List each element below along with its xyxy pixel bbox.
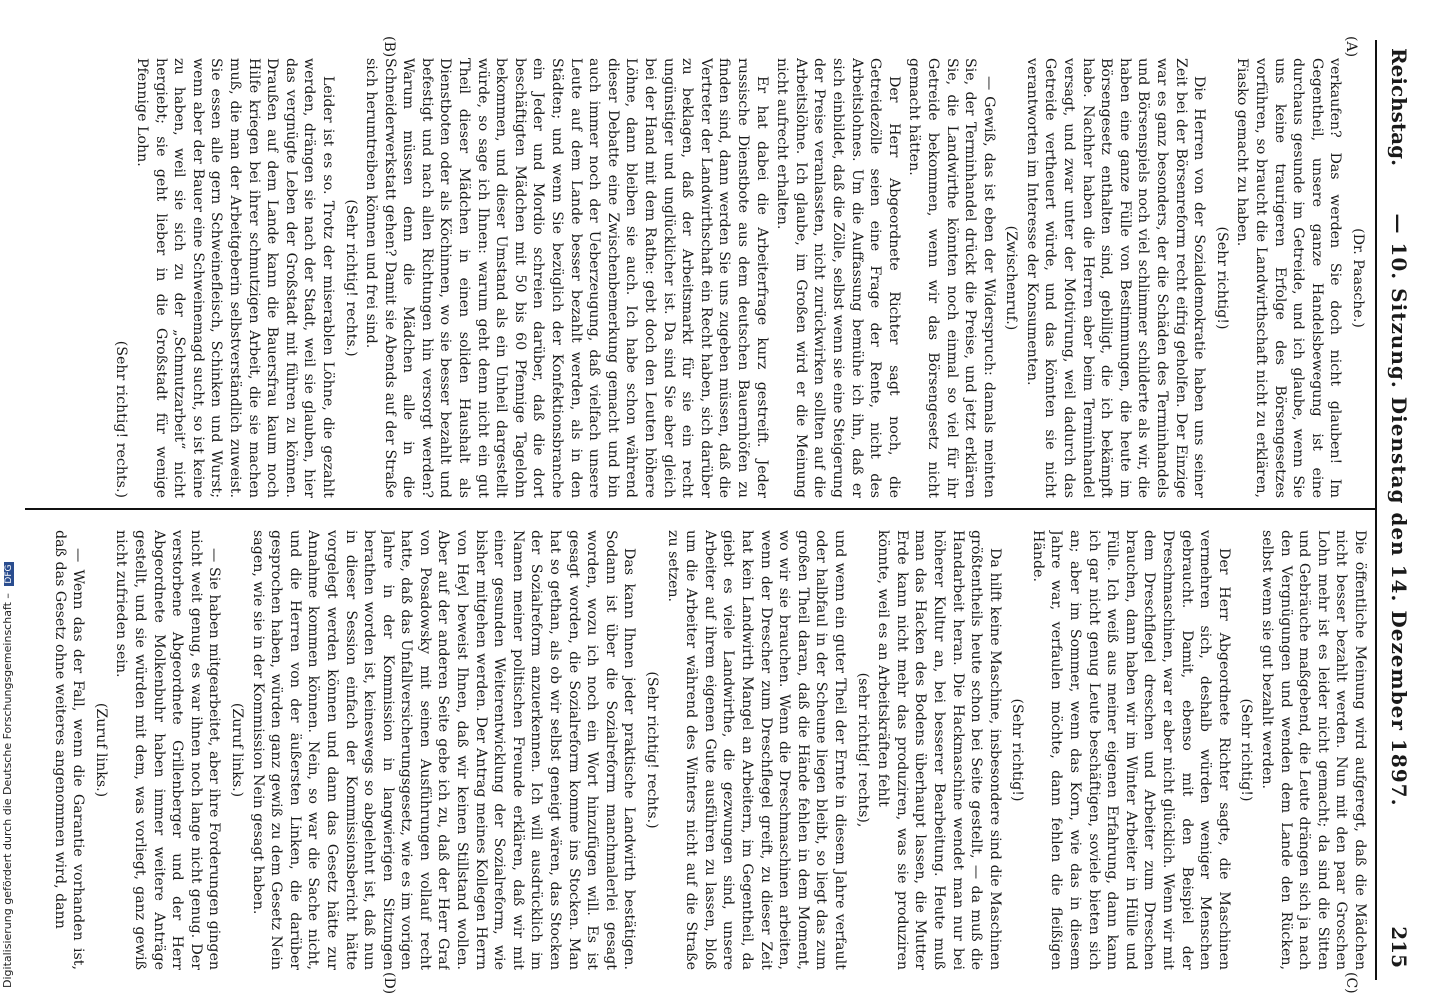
- interjection: (Sehr richtig!): [1213, 226, 1230, 330]
- left-column: [29, 58, 1369, 498]
- column-divider: [25, 508, 1375, 510]
- interjection: (Zuruf links.): [92, 702, 109, 798]
- paragraph: Die öffentliche Meinung wird aufgeregt, daß die Mädchen nicht besser bezahlt werden. Nun mit den paar Groschen Lohn mehr ist es leider nicht gemacht; da sind die Sitten und Gebräuche maßgebend, die Leute drängen sich ja nach den Vergnügungen und wenden dem Lande den Rücken, selbst wenn sie gut bezahlt werden.: [1259, 530, 1368, 970]
- paragraph: Das kann Ihnen jeder praktische Landwirth bestätigen. Sodann ist über die Sozialreform manchmalerlei gesagt worden, wozu ich noch ein Wort hinzufügen will. Es ist gesagt worden, die Sozialreform komme ins Stocken. Man hat so gethan, als ob wir selbst geneigt wären, das Stocken der Sozialreform anzuerkennen. Ich will ausdrücklich im Namen meiner politischen Freunde erklären, daß wir mit einer gesunden Weiterentwicklung der Sozialreform, wie bisher mitgehen werden. Der Antrag meines Kollegen Herrn von Heyl beweist Ihnen, daß wir keinen Stillstand wollen. Aber auf der anderen Seite gebe ich zu, daß der Herr Graf von Posadowsky mit seinen Ausführungen vollauf recht hatte, daß das Unfallversicherungsgesetz, wie es im vorigen Jahre in der Kommission in langwierigen Sitzungen berathen worden ist, keineswegs so abgelehnt ist, daß nun in dieser Session einfach der Kommissionsbericht hätte vorgelegt werden können und dann das Gesetz hätte zur Annahme kommen können. Nein, so war die Sache nicht, und die Herren von der äußersten Linken, die darüber gesprochen haben, würden ganz gewiß zu dem Gesetz Nein sagen, wie sie in der Kommission Nein gesagt haben.: [249, 530, 638, 970]
- paragraph: und wenn ein guter Theil der Ernte in diesem Jahre verfault oder halbfaul in der Scheune liegen bleibt, so liegt das zum großen Theil daran, daß die Hände fehlen in dem Moment, wo wir sie brauchen. Wenn die Dreschmaschinen arbeiten, wenn der Drescher zum Dreschflegel greift, zu dieser Zeit hat kein Landwirth Mangel an Arbeitern, im Gegentheil, da giebt es viele Landwirthe, die gezwungen sind, unsere Arbeiter auf ihrem eigenen Gute ausführen zu lassen, bloß um die Arbeiter während des Winters nicht auf die Straße zu setzen.: [664, 530, 848, 970]
- margin-marker-a: (A): [1343, 36, 1359, 58]
- interjection: (Sehr richtig!): [1009, 698, 1026, 802]
- margin-marker-c: (C): [1343, 972, 1359, 994]
- paragraph: Leider ist es so. Trotz der miserablen Löhne, die gezahlt werden, drängen sie nach der Stadt, weil sie glauben, hier das vergnügte Leben der Großstadt mit führen zu können. Draußen auf dem Lande kann die Bauersfrau kaum noch Hilfe kriegen bei ihrer schmutzigen Arbeit, die sie machen muß, die man der Arbeitgeberin selbstverständlich zuweist. Sie essen alle gern Schweinefleisch, Schinken und Wurst; wenn aber der Bauer eine Schweinemagd sucht, so ist keine zu haben, weil sie sich zu der „Schmutzarbeit“ nicht hergiebt; sie geht lieber in die Großstadt für wenige Pfennige Lohn.: [134, 58, 336, 498]
- footer-text: Digitalisierung gefördert durch die Deutsche Forschungsgemeinschaft –: [1, 593, 14, 988]
- paragraph: — Sie haben mitgearbeitet, aber ihre Forderungen gingen nicht weit genug, es war ihnen noch lange nicht genug. Der verstorbene Abgeordnete Grillenberger und der Herr Abgeordnete Molkenbuhr haben immer weitere Anträge gestellt, und sie würden mit dem, was vorliegt, ganz gewiß nicht zufrieden sein.: [113, 530, 223, 970]
- page-number: 215: [1387, 926, 1411, 968]
- dfg-logo: DFG: [4, 564, 14, 584]
- rotated-page: [17, 30, 1417, 995]
- interjection: (Zuruf links.): [228, 702, 245, 798]
- paragraph: — Gewiß, das ist eben der Widerspruch: damals meinten Sie, der Terminhandel drückt die Preise, und jetzt erklären Sie, die Landwirthe könnten noch einmal so viel für ihr Getreide bekommen, wenn wir das Börsengesetz nicht gemacht hätten.: [906, 58, 997, 498]
- paragraph: — Wenn das der Fall, wenn die Garantie vorhanden ist, daß das Gesetz ohne weiteres angenommen wird, dann: [51, 530, 87, 970]
- margin-marker-d: (D): [381, 972, 397, 995]
- speaker-label: (Dr. Paasche.): [1350, 228, 1366, 328]
- interjection: (Sehr richtig! rechts.): [342, 199, 359, 357]
- interjection: (Sehr richtig! rechts.): [644, 671, 661, 829]
- paragraph: Da hilft keine Maschine, insbesondere sind die Maschinen größtentheils heute schon bei Seite gestellt, — da muß die Handarbeit heran. Die Hackmaschine wendet man nur bei höherer Kultur an, bei besserer Bearbeitung. Heute muß man das Hacken des Bodens überhaupt lassen, die Mutter Erde kann nicht mehr das produziren, was sie produziren könnte, weil es an Arbeitskräften fehlt: [875, 530, 1003, 970]
- interjection: (Sehr richtig! rechts.): [113, 340, 130, 498]
- header-session: — 10. Sitzung. Dienstag den 14. Dezember 1897.: [1387, 213, 1411, 807]
- paragraph: Der Herr Abgeordnete Richter sagt noch, die Getreidezölle seien eine Frage der Rente, nicht des Arbeitslohnes. Um die Auffassung bemühe ich ihn, daß er sich einbildet, daß die Zölle, selbst wenn sie eine Steigerung der Preise veranlassten, nicht zurückwirken sollten auf die Arbeitslöhne. Ich glaube, im Großen wird er die Meinung nicht aufrecht erhalten.: [774, 58, 902, 498]
- paragraph: Die Herren von der Sozialdemokratie haben uns seiner Zeit bei der Börsenreform recht eifrig geholfen. Der Einzige war es ganz besonders, der die Schäden des Terminhandels und Börsenspiels noch viel schlimmer schilderte als wir, die haben eine ganze Fülle von Bestimmungen, die heute im Börsengesetz enthalten sind, gebilligt, die ich bekämpft habe. Nachher haben die Herren aber beim Terminhandel versagt, und zwar unter der Motivirung, weil dadurch das Getreide vertheuert würde, und das könnten sie nicht verantworten im Interesse der Konsumenten.: [1023, 58, 1208, 498]
- digitization-footer: [1, 0, 17, 988]
- header-title: Reichstag.: [1387, 48, 1411, 167]
- interjection: (sehr richtig! rechts),: [854, 672, 871, 828]
- paragraph: verkaufen? Das werden Sie doch nicht glauben! Im Gegentheil, unsere ganze Handelsbewegung ist eine durchaus gesunde im Getreide, und ich glaube, wenn Sie uns keine traurigeren Erfolge des Börsengesetzes vorführen, so braucht die Landwirthschaft nicht zu erklären, Fiasko gemacht zu haben.: [1234, 58, 1344, 498]
- page-header: [1377, 30, 1417, 990]
- right-column: [29, 530, 1369, 970]
- paragraph: Er hat dabei die Arbeiterfrage kurz gestreift. Jeder russische Dienstbote aus dem deutschen Bauernhöfen zu finden sind, dann werden Sie uns zugeben müssen, daß die Vertreter der Landwirthschaft ein Recht haben, sich darüber zu beklagen, daß der Arbeitsmarkt für sie ein recht ungünstiger und unglücklicher ist. Da sind Sie aber gleich bei der Hand mit dem Rathe: gebt doch den Leuten höhere Löhne, dann bleiben sie auch. Ich habe schon während dieser Debatte eine Zwischenbemerkung gemacht und bin auch immer noch der Ueberzeugung, daß vielfach unsere Leute auf dem Lande besser bezahlt werden, als in den Städten; und wenn Sie bezüglich der Konfektionsbranche ein Jeder und Mordio schreien darüber, daß die dort beschäftigten Mädchen mit 50 bis 60 Pfennige Tagelohn bekommen, und dieser Umstand als ein Unheil dargestellt würde, so sage ich Ihnen: warum geht denn nicht ein gut Theil dieser Mädchen in einen soliden Haushalt als Dienstboten oder als Köchinnen, wo sie besser bezahlt und befestigt und nach allen Richtungen hin versorgt werden? Warum müssen denn die Mädchen alle in die Schneiderwerkstatt gehen? Damit sie Abends auf der Straße sich herumtreiben können und frei sind.: [363, 58, 770, 498]
- margin-marker-b: (B): [381, 36, 397, 58]
- paragraph: Der Herr Abgeordnete Richter sagte, die Maschinen vermehren sich, deshalb würden weniger Menschen gebraucht. Damit, ebenso mit den Beispiel der Dreschmaschinen, war er aber nicht glücklich. Wenn wir mit dem Dreschflegel dreschen und Arbeiter zum Dreschen brauchen, dann haben wir im Winter Arbeiter in Hülle und Fülle. Ich weiß aus meiner eigenen Erfahrung, dann kann ich gar nicht genug Leute beschäftigen, soviele bieten sich an; aber im Sommer, wenn das Korn, wie das in diesem Jahre war, verfaulen möchte, dann fehlen die fleißigen Hände.: [1029, 530, 1232, 970]
- interjection: (Zwischenruf.): [1003, 225, 1020, 331]
- header-rule: [1375, 40, 1377, 980]
- interjection: (Sehr richtig!): [1238, 698, 1255, 802]
